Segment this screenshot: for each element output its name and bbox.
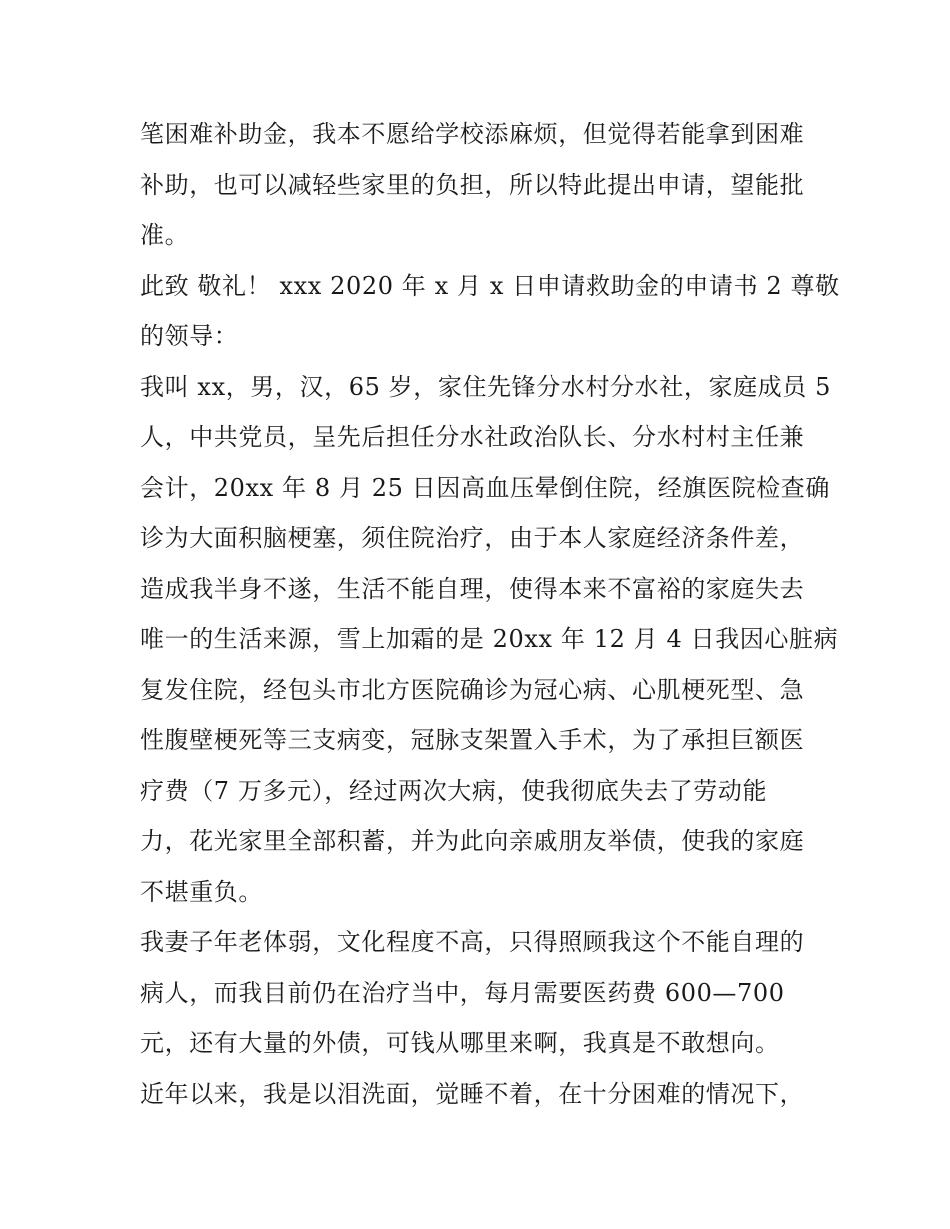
- text-line: 笔困难补助金，我本不愿给学校添麻烦，但觉得若能拿到困难: [140, 120, 805, 148]
- text-line: 力，花光家里全部积蓄，并为此向亲戚朋友举债，使我的家庭: [140, 827, 805, 855]
- body-text: [140, 109, 840, 1119]
- text-line: 病人，而我目前仍在治疗当中，每月需要医药费 600—700: [140, 978, 785, 1007]
- text-line: 人，中共党员，呈先后担任分水社政治队长、分水村村主任兼: [140, 423, 805, 451]
- text-line: 诊为大面积脑梗塞，须住院治疗，由于本人家庭经济条件差，: [140, 524, 805, 552]
- text-line: 疗费（7 万多元），经过两次大病，使我彻底失去了劳动能: [140, 776, 768, 805]
- text-line: 此致 敬礼！ xxx 2020 年 x 月 x 日申请救助金的申请书 2 尊敬: [140, 271, 840, 300]
- text-line: 复发住院，经包头市北方医院确诊为冠心病、心肌梗死型、急: [140, 675, 805, 704]
- text-line: 近年以来，我是以泪洗面，觉睡不着，在十分困难的情况下，: [140, 1079, 805, 1108]
- text-line: 准。: [140, 221, 190, 249]
- text-line: 的领导：: [140, 322, 239, 350]
- text-line: 唯一的生活来源，雪上加霜的是 20xx 年 12 月 4 日我因心脏病: [140, 625, 839, 653]
- text-line: 元，还有大量的外债，可钱从哪里来啊，我真是不敢想向。: [140, 1029, 780, 1057]
- text-line: 不堪重负。: [140, 877, 263, 906]
- text-line: 造成我半身不遂，生活不能自理，使得本来不富裕的家庭失去: [140, 574, 805, 603]
- text-line: 我叫 xx，男，汉，65 岁，家住先锋分水村分水社，家庭成员 5: [140, 372, 831, 401]
- text-line: 性腹壁梗死等三支病变，冠脉支架置入手术，为了承担巨额医: [140, 726, 805, 754]
- text-line: 我妻子年老体弱，文化程度不高，只得照顾我这个不能自理的: [140, 928, 805, 956]
- text-line: 会计，20xx 年 8 月 25 日因高血压晕倒住院，经旗医院检查确: [140, 473, 830, 502]
- text-line: 补助，也可以减轻些家里的负担，所以特此提出申请，望能批: [140, 170, 805, 199]
